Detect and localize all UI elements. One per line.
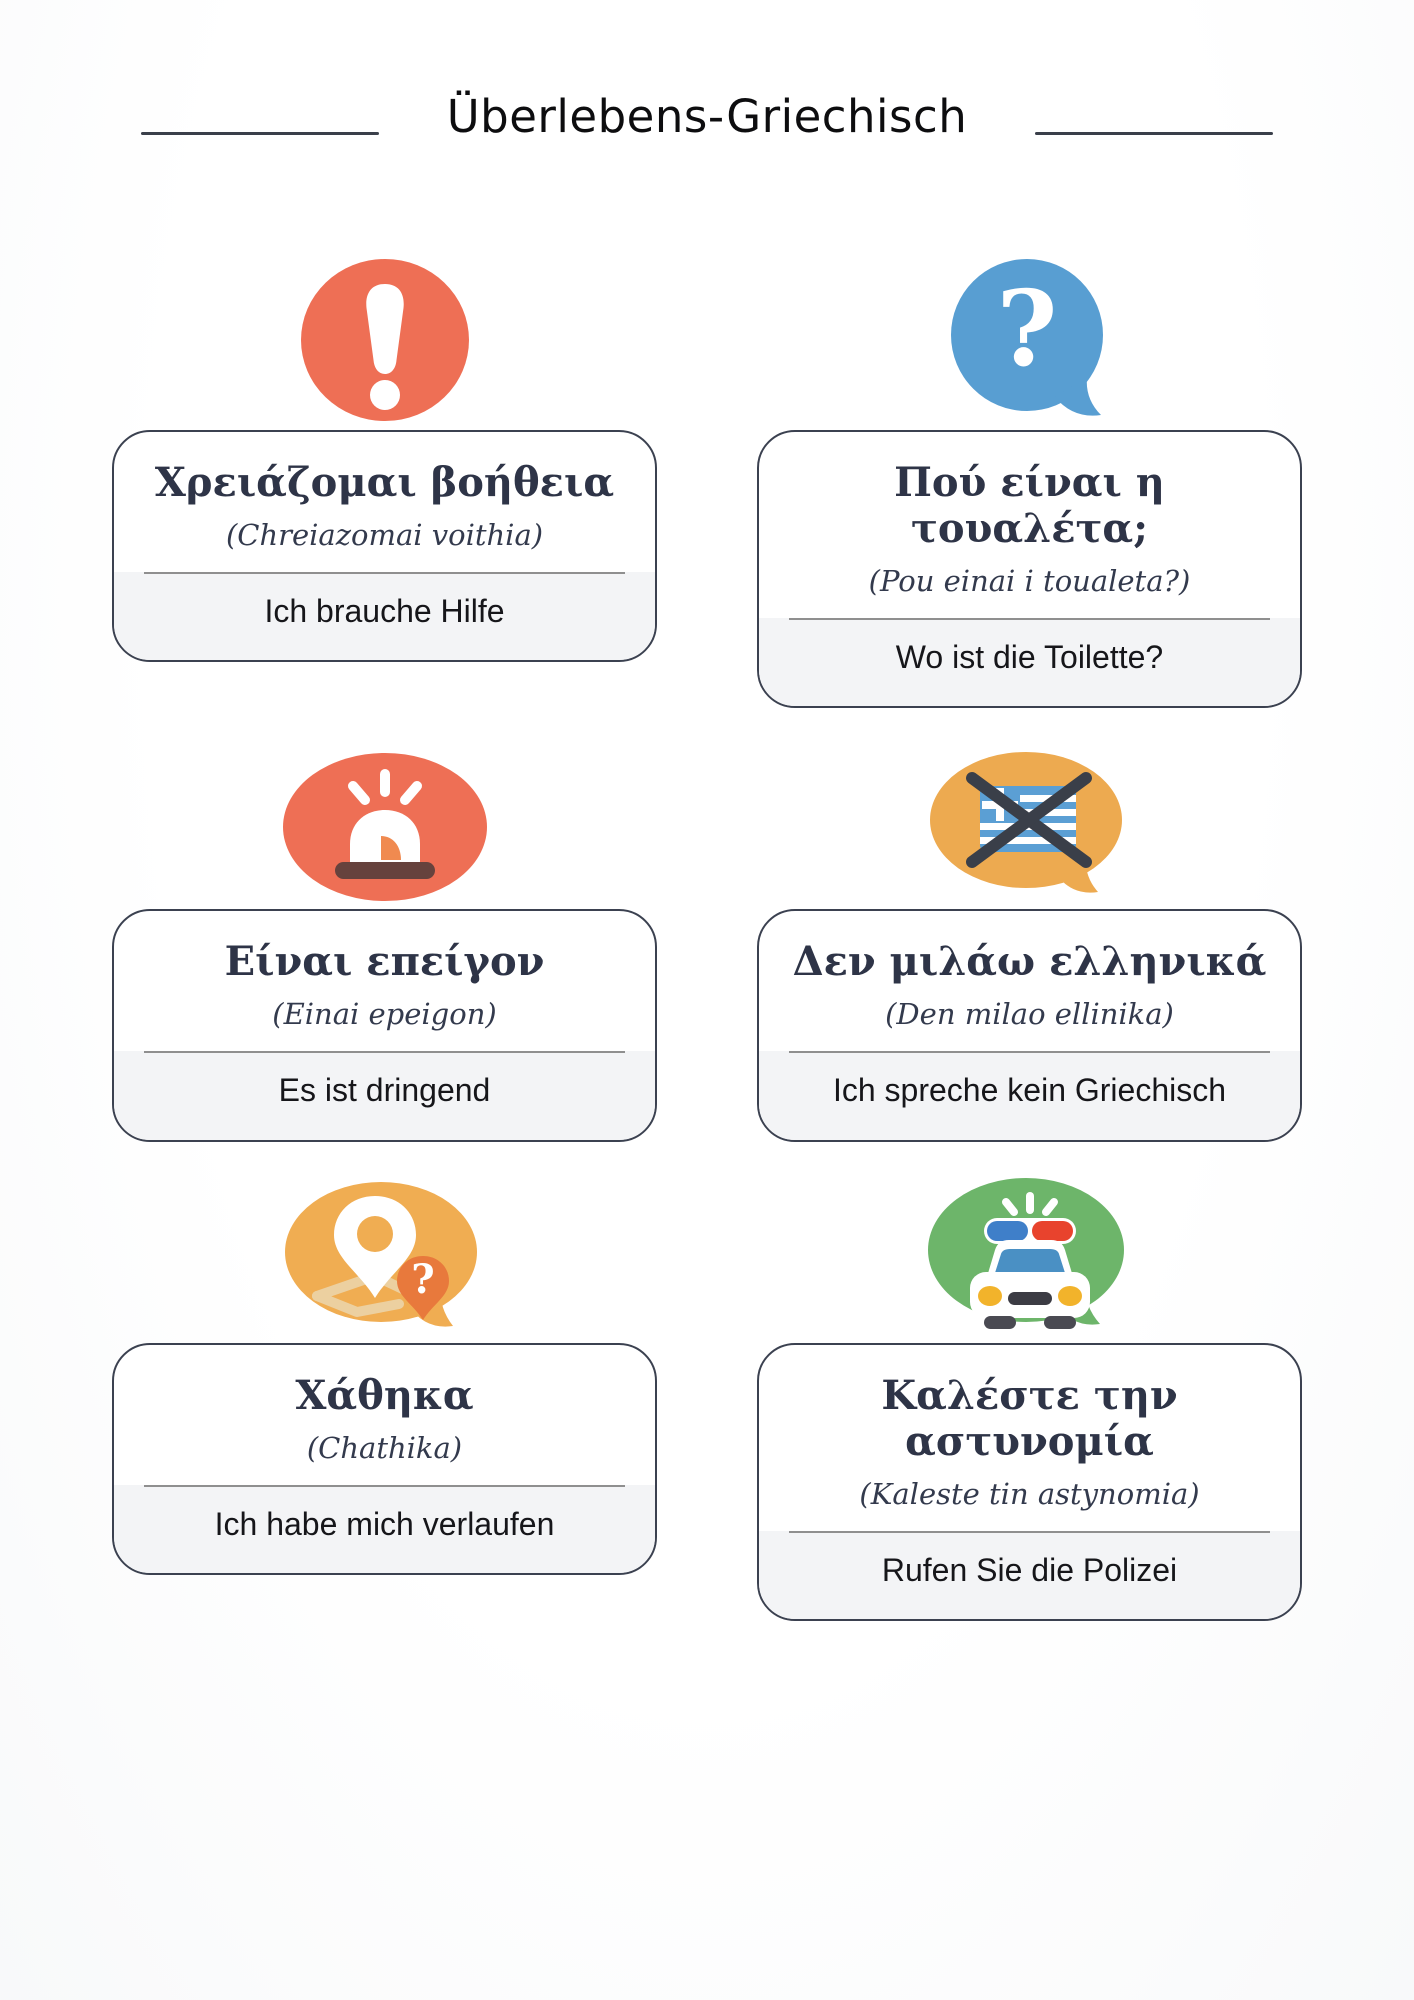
- card-divider: [789, 1051, 1271, 1053]
- header-divider-right: [1035, 132, 1273, 135]
- card-top: [759, 1345, 1300, 1531]
- icon-wrap: [283, 1184, 487, 1336]
- phrase-cell-need-help: [112, 253, 657, 708]
- greek-phrase: Είναι επείγον: [224, 938, 545, 986]
- exclamation-icon: [300, 257, 470, 423]
- german-translation: Ich spreche kein Griechisch: [832, 1072, 1227, 1109]
- greek-phrase: Δεν μιλάω ελληνικά: [792, 938, 1267, 986]
- phrase-card: [757, 1343, 1302, 1621]
- card-top: [759, 911, 1300, 1051]
- card-bottom: [114, 1051, 655, 1139]
- phrase-card: [112, 1343, 657, 1575]
- question-bubble-icon: [941, 257, 1119, 423]
- card-bottom: [759, 1531, 1300, 1619]
- card-top: [114, 432, 655, 572]
- phrase-card: [757, 430, 1302, 708]
- card-divider: [789, 618, 1271, 620]
- icon-wrap: [281, 750, 489, 902]
- phrase-cell-urgent: [112, 750, 657, 1141]
- phrase-card: [112, 909, 657, 1141]
- phrase-card: [112, 430, 657, 662]
- header-divider-left: [141, 132, 379, 135]
- transliteration: (Chreiazomai voithia): [225, 518, 544, 552]
- greek-phrase: Καλέστε την αστυνομία: [881, 1371, 1178, 1465]
- german-translation: Ich habe mich verlaufen: [214, 1505, 555, 1542]
- transliteration: (Den milao ellinika): [885, 997, 1174, 1032]
- german-translation: Ich brauche Hilfe: [264, 593, 505, 629]
- location-pin-question-icon: [283, 1180, 487, 1336]
- page-title: Überlebens-Griechisch: [446, 90, 968, 143]
- card-divider: [144, 572, 626, 574]
- phrase-grid: [0, 253, 1414, 1621]
- german-translation: Es ist dringend: [278, 1072, 491, 1109]
- svg-text:?: ?: [996, 267, 1057, 390]
- card-divider: [144, 1051, 626, 1053]
- icon-wrap: [300, 253, 470, 423]
- phrase-cell-lost: [112, 1184, 657, 1621]
- card-bottom: [114, 1485, 655, 1573]
- card-divider: [789, 1531, 1271, 1533]
- phrase-cell-no-greek: [757, 750, 1302, 1141]
- siren-icon: [281, 752, 489, 902]
- transliteration: (Chathika): [306, 1430, 463, 1465]
- card-top: [114, 911, 655, 1051]
- page-title-wrap: [419, 84, 996, 149]
- svg-text:?: ?: [410, 1255, 435, 1303]
- icon-wrap: [928, 750, 1132, 902]
- phrase-cell-call-police: [757, 1184, 1302, 1621]
- card-top: [759, 432, 1300, 618]
- header: [0, 0, 1414, 149]
- greek-phrase: Πού είναι η τουαλέτα;: [894, 459, 1165, 552]
- greek-phrase: Χρειάζομαι βοήθεια: [154, 459, 615, 506]
- german-translation: Wo ist die Toilette?: [895, 639, 1164, 675]
- card-divider: [144, 1485, 626, 1487]
- icon-wrap: [941, 253, 1119, 423]
- card-bottom: [759, 618, 1300, 706]
- card-top: [114, 1345, 655, 1485]
- card-bottom: [759, 1051, 1300, 1139]
- no-greek-flag-icon: [928, 750, 1132, 902]
- transliteration: (Pou einai i toualeta?): [868, 564, 1191, 598]
- icon-wrap: [926, 1184, 1134, 1336]
- phrase-card: [757, 909, 1302, 1141]
- phrase-cell-where-toilet: [757, 253, 1302, 708]
- greek-phrase: Χάθηκα: [295, 1371, 474, 1419]
- card-bottom: [114, 572, 655, 660]
- german-translation: Rufen Sie die Polizei: [881, 1551, 1178, 1588]
- transliteration: (Kaleste tin astynomia): [859, 1476, 1200, 1511]
- police-car-bubble-icon: [926, 1176, 1134, 1336]
- transliteration: (Einai epeigon): [272, 997, 497, 1032]
